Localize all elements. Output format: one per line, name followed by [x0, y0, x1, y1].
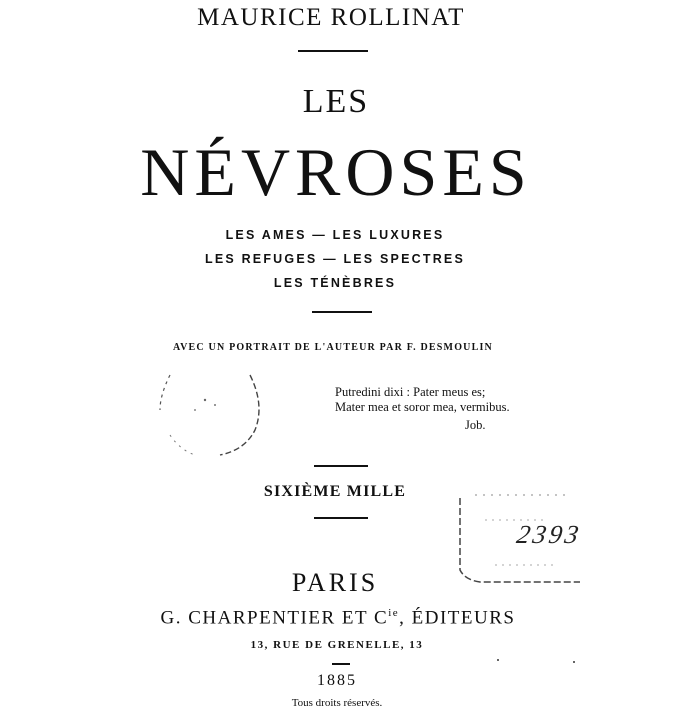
- page-title: NÉVROSES: [140, 134, 532, 210]
- divider-edition-top: [314, 465, 368, 467]
- epigraph-line-1: Putredini dixi : Pater meus es;: [335, 385, 486, 399]
- author-name: MAURICE ROLLINAT: [197, 4, 465, 31]
- edition: SIXIÈME MILLE: [263, 483, 407, 500]
- portrait-note: AVEC UN PORTRAIT DE L'AUTEUR PAR F. DESMOULIN: [173, 342, 493, 353]
- divider-top: [298, 50, 368, 52]
- rights: Tous droits réservés.: [291, 697, 383, 709]
- stamp-number: 2393: [514, 520, 584, 549]
- divider-edition-bottom: [314, 517, 368, 519]
- divider-year: [332, 663, 350, 665]
- speck: [573, 661, 575, 663]
- publisher-sup: ie: [388, 607, 400, 619]
- title-article: LES: [302, 83, 370, 120]
- publisher-suffix: , ÉDITEURS: [399, 607, 516, 629]
- publisher: [0, 607, 677, 629]
- speck: [497, 659, 499, 661]
- divider-middle: [312, 311, 372, 313]
- epigraph-line-2: Mater mea et soror mea, vermibus.: [335, 400, 510, 414]
- year: 1885: [317, 672, 357, 689]
- section-line-1: LES AMES — LES LUXURES: [225, 228, 445, 242]
- library-stamp-left-icon: [150, 355, 270, 465]
- publisher-prefix: G. CHARPENTIER ET C: [160, 607, 389, 629]
- epigraph-attribution: Job.: [465, 418, 486, 432]
- section-line-3: LES TÉNÈBRES: [273, 276, 397, 290]
- city: PARIS: [291, 568, 379, 597]
- epigraph: [335, 385, 510, 433]
- section-line-2: LES REFUGES — LES SPECTRES: [204, 252, 465, 266]
- address: 13, RUE DE GRENELLE, 13: [250, 639, 424, 651]
